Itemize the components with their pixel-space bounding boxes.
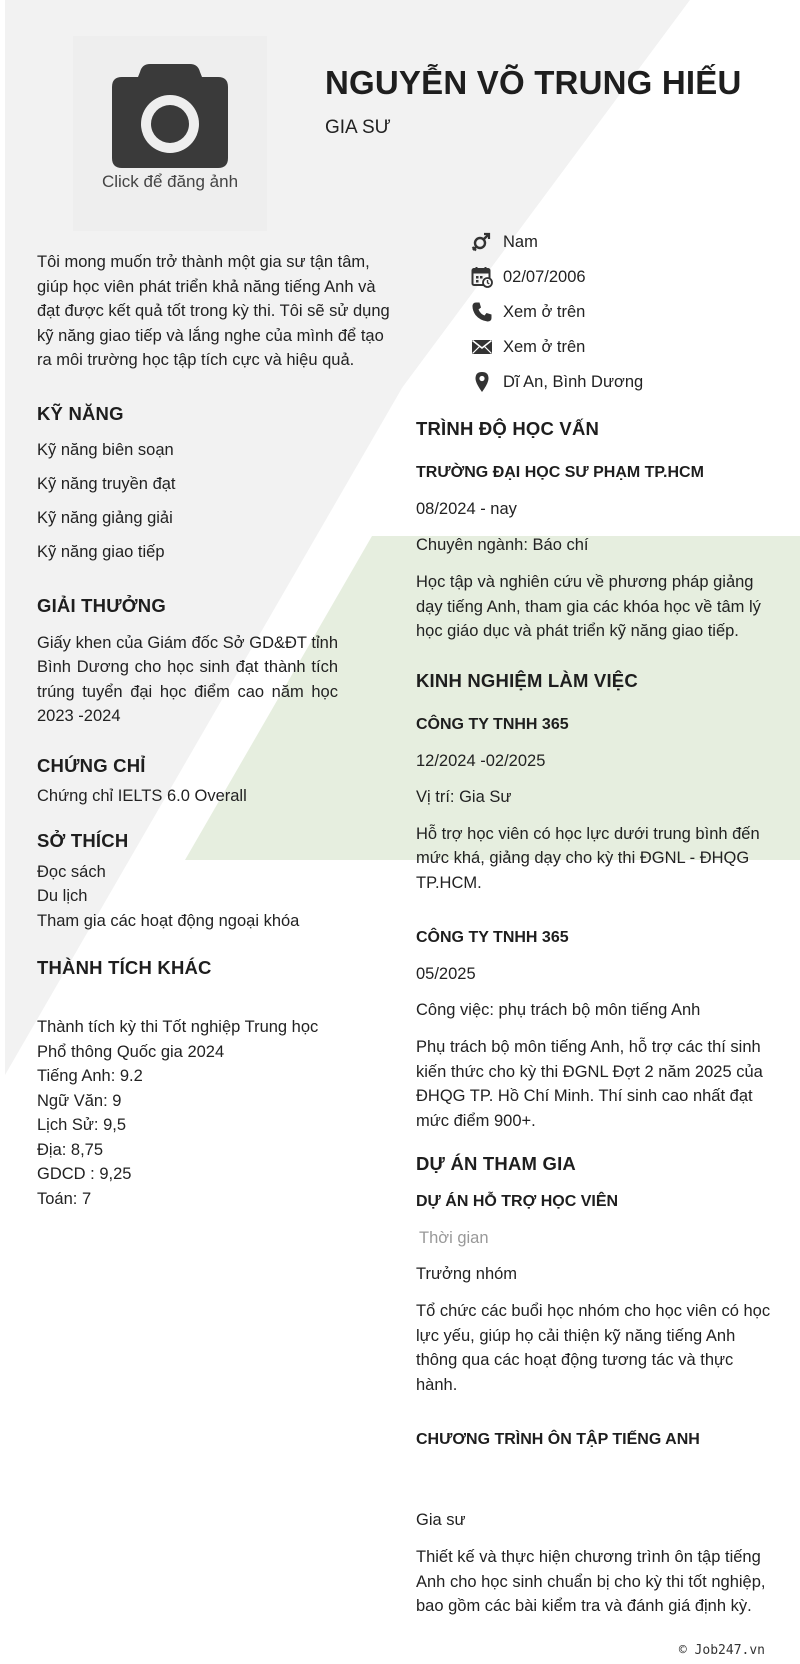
achievements-title: THÀNH TÍCH KHÁC [37,957,212,978]
email-icon [471,336,493,358]
gender-value: Nam [503,233,538,251]
achievements-list [37,1015,402,1211]
award-item: Giấy khen của Giám đốc Sở GD&ĐT tỉnh Bình Dương cho học sinh đạt thành tích trúng tuyển đại học điểm cao năm học 2023 -2024 [37,633,338,725]
photo-upload[interactable] [73,36,267,231]
achievement-line: Thành tích kỳ thi Tốt nghiệp Trung học [37,1018,319,1036]
skills-list [37,439,402,563]
left-column [37,250,402,1211]
birthday-value: 02/07/2006 [503,268,586,286]
education-description: Học tập và nghiên cứu về phương pháp giảng dạy tiếng Anh, tham gia các khóa học về tâm lý học giáo dục và phát triển kỹ năng giao tiếp. [416,573,761,640]
hobbies-list [37,860,402,934]
candidate-name: NGUYỄN VÕ TRUNG HIẾU [325,64,742,101]
project-name: CHƯƠNG TRÌNH ÔN TẬP TIẾNG ANH [416,1431,700,1448]
skills-title: KỸ NĂNG [37,402,124,424]
job-period: 05/2025 [416,965,476,983]
camera-icon [112,64,228,168]
achievement-line: Toán: 7 [37,1189,92,1208]
phone-value: Xem ở trên [503,303,586,321]
project-entry [416,1193,778,1397]
certificates-title: CHỨNG CHỈ [37,754,146,776]
projects-title: DỰ ÁN THAM GIA [416,1153,576,1174]
project-time: Thời gian [419,1229,489,1247]
job-description: Hỗ trợ học viên có học lực dưới trung bình đến mức khá, giảng dạy cho kỳ thi ĐGNL - ĐHQG TP.HCM. [416,824,760,892]
photo-upload-label: Click để đăng ảnh [101,172,239,191]
education-entry [416,464,778,644]
gender-icon [471,231,493,253]
skill-item: Kỹ năng giảng giải [37,508,173,527]
experience-title: KINH NGHIỆM LÀM VIỆC [416,669,638,691]
hobby-item: Đọc sách [37,862,106,881]
education-major: Chuyên ngành: Báo chí [416,536,589,554]
achievement-line: Địa: 8,75 [37,1140,104,1159]
location-pin-icon [471,371,493,393]
phone-icon [471,301,493,323]
job-position: Vị trí: Gia Sư [416,787,512,806]
experience-entry [416,929,778,1133]
email-value: Xem ở trên [503,338,586,356]
certificate-item: Chứng chỉ IELTS 6.0 Overall [37,786,247,805]
skill-item: Kỹ năng giao tiếp [37,542,165,561]
project-role: Trưởng nhóm [416,1265,518,1283]
achievement-line: Tiếng Anh: 9.2 [37,1067,143,1085]
school-name: TRƯỜNG ĐẠI HỌC SƯ PHẠM TP.HCM [416,464,704,481]
experience-entry [416,716,778,896]
job-period: 12/2024 -02/2025 [416,751,546,770]
awards-title: GIẢI THƯỞNG [37,594,166,616]
career-objective: Tôi mong muốn trở thành một gia sư tận tâm, giúp học viên phát triển khả năng tiếng Anh và đạt được kết quả tốt trong kỳ thi. Tôi sẽ sử dụng kỹ năng giao tiếp và lắng nghe của mình để tạo ra môi trường học tập tích cực và hiệu quả. [37,253,390,369]
project-entry [416,1431,778,1619]
project-role: Gia sư [416,1511,466,1529]
footer-copyright[interactable]: © Job247.vn [678,1643,765,1658]
education-title: TRÌNH ĐỘ HỌC VẤN [416,418,600,439]
achievement-line: Lịch Sử: 9,5 [37,1116,127,1134]
company-name: CÔNG TY TNHH 365 [416,715,569,733]
project-description: Thiết kế và thực hiện chương trình ôn tập tiếng Anh cho học sinh chuẩn bị cho kỳ thi tốt nghiệp, bao gồm các bài kiểm tra và đánh giá định kỳ. [416,1548,766,1615]
right-column [416,418,778,1619]
project-name: DỰ ÁN HỖ TRỢ HỌC VIÊN [416,1193,619,1210]
hobbies-title: SỞ THÍCH [37,829,129,851]
achievement-line: Phổ thông Quốc gia 2024 [37,1042,225,1061]
hobby-item: Tham gia các hoạt động ngoại khóa [37,911,300,930]
job-description: Phụ trách bộ môn tiếng Anh, hỗ trợ các thí sinh kiến thức cho kỳ thi ĐGNL Đợt 2 năm 2025 của ĐHQG TP. Hồ Chí Minh. Thí sinh cao nhất đạt mức điểm 900+. [416,1038,763,1130]
achievement-line: GDCD : 9,25 [37,1165,132,1183]
job-position: Công việc: phụ trách bộ môn tiếng Anh [416,1001,701,1019]
achievement-line: Ngữ Văn: 9 [37,1091,122,1110]
skill-item: Kỹ năng biên soạn [37,440,174,459]
candidate-role: GIA SƯ [325,117,391,138]
company-name: CÔNG TY TNHH 365 [416,929,569,946]
address-value: Dĩ An, Bình Dương [503,373,644,391]
project-description: Tổ chức các buổi học nhóm cho học viên có học lực yếu, giúp họ cải thiện kỹ năng tiếng Anh thông qua các hoạt động tương tác và thực hành. [416,1302,771,1394]
skill-item: Kỹ năng truyền đạt [37,474,176,493]
hobby-item: Du lịch [37,887,88,905]
education-period: 08/2024 - nay [416,500,517,518]
calendar-icon [471,266,493,288]
